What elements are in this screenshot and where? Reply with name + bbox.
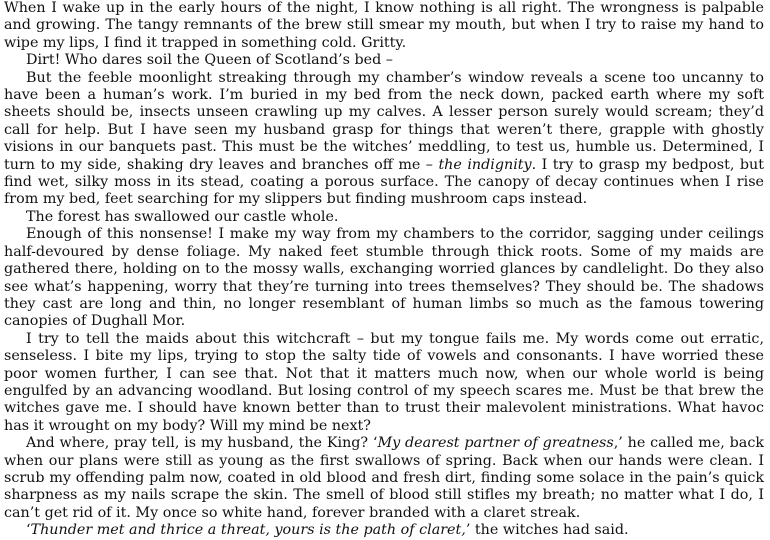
story-paragraph <box>4 435 764 522</box>
italic-text: My dearest partner of greatness <box>377 435 614 452</box>
paragraph-text: ,’ he called me, back when our plans were still as young as the first swallows of spring. Back when our hands were clean. I scrub my offending palm now, coated in old blood and fresh dirt, finding some solace in the pain’s quick sharpness as my nails scrape the skin. The smell of blood still stifles my breath; no matter what I do, I can’t get rid of it. My once so white hand, forever branded with a claret streak. <box>4 435 764 521</box>
paragraph-text: But the feeble moonlight streaking through my chamber’s window reveals a scene too uncanny to have been a human’s work. I’m buried in my bed from the neck down, packed earth where my soft sheets should be, insects unseen crawling up my calves. A lesser person surely would scream; they’d call for help. But I have seen my husband grasp for things that weren’t there, grapple with ghostly visions in our banquets past. This must be the witches’ meddling, to test us, humble us. Determined, I turn to my side, shaking dry leaves and branches off me – <box>4 69 764 173</box>
paragraph-text: And where, pray tell, is my husband, the King? ‘ <box>26 435 378 452</box>
story-paragraph <box>4 522 764 539</box>
paragraph-text: I try to tell the maids about this witchcraft – but my tongue fails me. My words come out erratic, senseless. I bite my lips, trying to stop the salty tide of vowels and consonants. I have worried these poor women further, I can see that. Not that it matters much now, when our whole world is being engulfed by an advancing woodland. But losing control of my speech scares me. Must be that brew the witches gave me. I should have known better than to trust their malevolent ministrations. What havoc has it wrought on my body? Will my mind be next? <box>4 330 764 434</box>
paragraph-text: ’ the witches had said. <box>465 522 629 539</box>
paragraph-text: When I wake up in the early hours of the night, I know nothing is all right. The wrongness is palpable and growing. The tangy remnants of the brew still smear my mouth, but when I try to raise my hand to wipe my lips, I find it trapped in something cold. Gritty. <box>4 0 764 51</box>
paragraph-text: . I try to grasp my bedpost, but find wet, silky moss in its stead, coating a porous surface. The canopy of decay continues when I rise from my bed, feet searching for my slippers but finding mushroom caps instead. <box>4 156 764 208</box>
story-paragraph <box>4 52 764 69</box>
story-paragraph <box>4 331 764 435</box>
paragraph-text: Enough of this nonsense! I make my way from my chambers to the corridor, sagging under ceilings half-devoured by dense foliage. My naked feet stumble through thick roots. Some of my maids are gathered there, holding on to the mossy walls, exchanging worried glances by candlelight. Do they also see what’s happening, worry that they’re turning into trees themselves? They should be. The shadows they cast are long and thin, no longer resemblant of human limbs so much as the famous towering canopies of Dughall Mor. <box>4 226 764 330</box>
paragraph-text: ‘ <box>26 522 31 539</box>
story-paragraph <box>4 209 764 226</box>
story-paragraph <box>4 0 764 52</box>
paragraph-text: The forest has swallowed our castle whole. <box>26 208 339 225</box>
italic-text: the indignity <box>438 156 532 173</box>
italic-text: Thunder met and thrice a threat, yours is the path of claret, <box>30 522 466 539</box>
story-paragraph <box>4 70 764 209</box>
paragraph-text: Dirt! Who dares soil the Queen of Scotland’s bed – <box>26 52 393 69</box>
story-paragraph <box>4 226 764 330</box>
